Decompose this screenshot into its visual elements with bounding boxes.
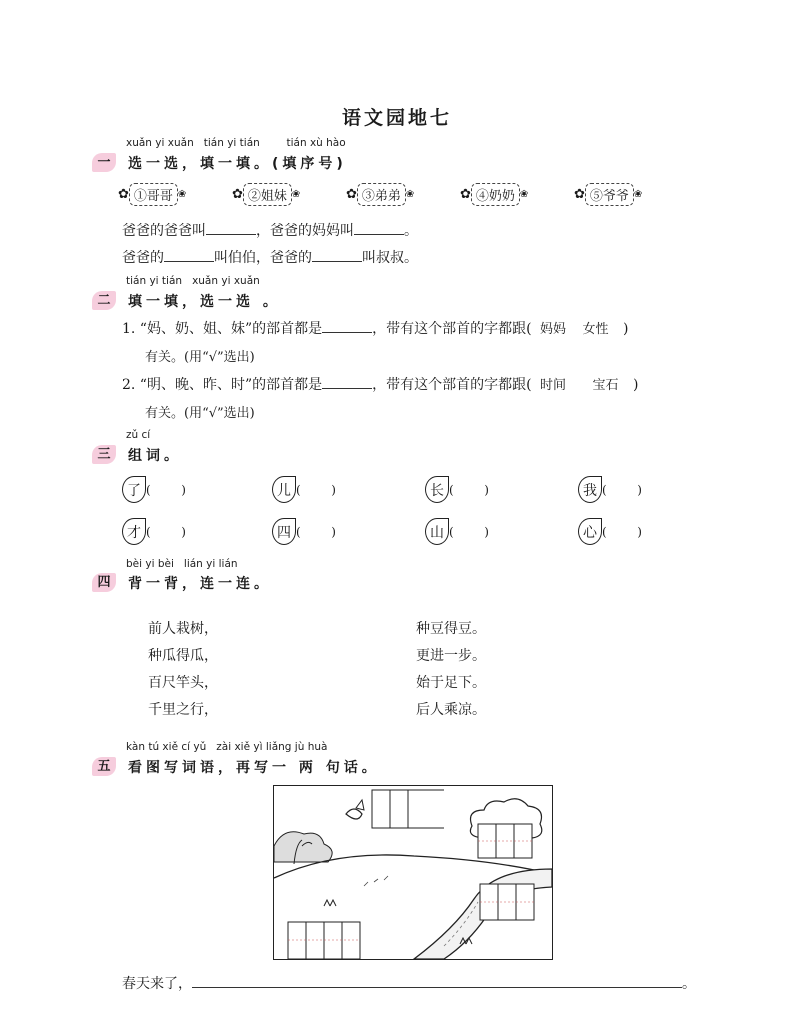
leaf-char: 心 <box>578 518 602 545</box>
answer-blank[interactable] <box>354 220 404 235</box>
fill-line-1-text-b: ，爸爸的妈妈叫 <box>256 223 354 239</box>
option-4 <box>460 183 528 206</box>
leaf-char: 山 <box>425 518 449 545</box>
fill-line-1-text-c: 。 <box>404 223 418 239</box>
item-2-2-text-b: ，带有这个部首的字都跟( <box>372 377 532 393</box>
poem-left-4[interactable]: 千里之行， <box>148 702 218 718</box>
word-answer-paren[interactable]: ( ) <box>449 524 489 539</box>
section-2-number: 二 <box>92 291 116 310</box>
sentence-blank[interactable] <box>192 973 682 988</box>
answer-blank[interactable] <box>322 374 372 389</box>
spring-scene-illustration <box>273 785 553 960</box>
close-paren: ) <box>632 377 639 393</box>
poem-left-3[interactable]: 百尺竿头， <box>148 675 218 691</box>
section-3-heading: 组词。 <box>128 448 182 464</box>
section-2-pinyin: tián yi tián xuǎn yi xuǎn <box>126 275 260 287</box>
option-5-label: ⑤爷爷 <box>585 183 634 206</box>
option-5 <box>574 183 642 206</box>
item-2-1 <box>122 318 628 338</box>
answer-blank[interactable] <box>206 220 256 235</box>
butterfly-icon: ✿ <box>346 187 357 202</box>
leaf-char: 我 <box>578 476 602 503</box>
poem-right-1[interactable]: 种豆得豆。 <box>416 621 486 637</box>
leaf-char: 长 <box>425 476 449 503</box>
sentence-start: 春天来了， <box>122 976 192 992</box>
word-answer-paren[interactable]: ( ) <box>602 524 642 539</box>
page-title: 语文园地七 <box>341 107 452 129</box>
choice-option[interactable]: 妈妈 <box>540 322 567 337</box>
answer-blank[interactable] <box>322 318 372 333</box>
flower-icon: ❀ <box>633 189 643 200</box>
butterfly-icon: ✿ <box>232 187 243 202</box>
leaf-char: 才 <box>122 518 146 545</box>
word-answer-paren[interactable]: ( ) <box>296 524 336 539</box>
section-1-heading: 选一选，填一填。(填序号) <box>128 156 347 172</box>
section-4-heading: 背一背，连一连。 <box>128 576 272 592</box>
poem-right-2[interactable]: 更进一步。 <box>416 648 486 664</box>
option-3-label: ③弟弟 <box>357 183 406 206</box>
word-item <box>578 476 642 503</box>
fill-line-1-text-a: 爸爸的爸爸叫 <box>122 223 206 239</box>
option-1 <box>118 183 186 206</box>
section-5-pinyin: kàn tú xiě cí yǔ zài xiě yì liǎng jù huà <box>126 741 328 753</box>
section-5-number: 五 <box>92 757 116 776</box>
item-2-1-text-b: ，带有这个部首的字都跟( <box>372 321 532 337</box>
item-2-1-text-a: 1. “妈、奶、姐、妹”的部首都是 <box>122 321 323 337</box>
section-3-pinyin: zǔ cí <box>126 429 151 441</box>
butterfly-icon: ✿ <box>460 187 471 202</box>
section-1-pinyin: xuǎn yi xuǎn tián yi tián tián xù hào <box>126 137 346 149</box>
poem-left-2[interactable]: 种瓜得瓜， <box>148 648 218 664</box>
word-item <box>425 518 489 545</box>
leaf-char: 四 <box>272 518 296 545</box>
poem-left-1[interactable]: 前人栽树， <box>148 621 218 637</box>
section-4-pinyin: bèi yi bèi lián yi lián <box>126 558 238 570</box>
item-2-2-next: 有关。(用“√”选出) <box>145 406 255 421</box>
choice-option[interactable]: 宝石 <box>592 378 619 393</box>
word-answer-paren[interactable]: ( ) <box>296 482 336 497</box>
butterfly-icon: ✿ <box>574 187 585 202</box>
section-5-heading: 看图写词语，再写一 两 句话。 <box>128 760 380 776</box>
butterfly-icon: ✿ <box>118 187 129 202</box>
option-1-label: ①哥哥 <box>129 183 178 206</box>
poem-right-3[interactable]: 始于足下。 <box>416 675 486 691</box>
leaf-char: 儿 <box>272 476 296 503</box>
word-answer-paren[interactable]: ( ) <box>146 524 186 539</box>
section-4-number: 四 <box>92 573 116 592</box>
word-item <box>272 518 336 545</box>
item-2-1-next: 有关。(用“√”选出) <box>145 350 255 365</box>
section-2-heading: 填一填，选一选 。 <box>128 294 281 310</box>
close-paren: ) <box>622 321 629 337</box>
choice-option[interactable]: 时间 <box>540 378 567 393</box>
word-answer-paren[interactable]: ( ) <box>602 482 642 497</box>
section-1-number: 一 <box>92 153 116 172</box>
sentence-line <box>122 973 696 993</box>
fill-line-2-text-c: 叫叔叔。 <box>362 250 418 266</box>
sentence-end: 。 <box>682 976 696 992</box>
item-2-2 <box>122 374 638 394</box>
answer-blank[interactable] <box>164 247 214 262</box>
fill-line-2 <box>122 247 418 267</box>
flower-icon: ❀ <box>519 189 529 200</box>
option-2 <box>232 183 300 206</box>
bird-icon <box>346 809 362 819</box>
word-item <box>122 476 186 503</box>
fill-line-2-text-a: 爸爸的 <box>122 250 164 266</box>
fill-line-2-text-b: 叫伯伯，爸爸的 <box>214 250 312 266</box>
leaf-char: 了 <box>122 476 146 503</box>
word-item <box>578 518 642 545</box>
spring-scene-drawing <box>274 786 552 959</box>
word-item <box>272 476 336 503</box>
word-answer-paren[interactable]: ( ) <box>146 482 186 497</box>
flower-icon: ❀ <box>177 189 187 200</box>
item-2-2-text-a: 2. “明、晚、昨、时”的部首都是 <box>122 377 323 393</box>
option-2-label: ②姐妹 <box>243 183 292 206</box>
word-item <box>122 518 186 545</box>
poem-right-4[interactable]: 后人乘凉。 <box>416 702 486 718</box>
flower-icon: ❀ <box>405 189 415 200</box>
flower-icon: ❀ <box>291 189 301 200</box>
option-4-label: ④奶奶 <box>471 183 520 206</box>
choice-option[interactable]: 女性 <box>582 322 609 337</box>
word-item <box>425 476 489 503</box>
answer-blank[interactable] <box>312 247 362 262</box>
section-3-number: 三 <box>92 445 116 464</box>
word-answer-paren[interactable]: ( ) <box>449 482 489 497</box>
option-3 <box>346 183 414 206</box>
fill-line-1 <box>122 220 418 240</box>
